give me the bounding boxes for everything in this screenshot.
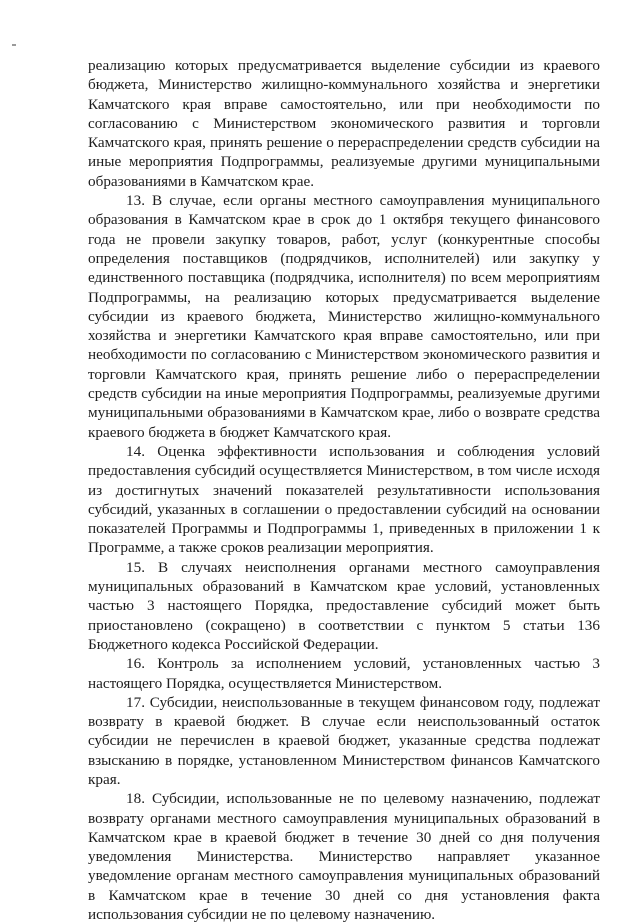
document-page	[88, 56, 600, 924]
paragraph-16: 16. Контроль за исполнением условий, установленных частью 3 настоящего Порядка, осуществляется Министерством.	[88, 655, 600, 692]
scan-mark	[12, 44, 16, 46]
paragraph-14: 14. Оценка эффективности использования и соблюдения условий предоставления субсидий осуществляется Министерством, в том числе исходя из достигнутых значений показателей результативности использования субсидий, указанных в соглашении о предоставлении субсидий на основании показателей Программы и Подпрограммы 1, приведенных в приложении 1 к Программе, а также сроков реализации мероприятия.	[88, 442, 600, 557]
paragraph-15: 15. В случаях неисполнения органами местного самоуправления муниципальных образований в Камчатском крае условий, установленных частью 3 настоящего Порядка, предоставление субсидий может быть приостановлено (сокращено) в соответствии с пунктом 5 статьи 136 Бюджетного кодекса Российской Федерации.	[88, 558, 600, 653]
paragraph-17: 17. Субсидии, неиспользованные в текущем финансовом году, подлежат возврату в краевой бюджет. В случае если неиспользованный остаток субсидии не перечислен в краевой бюджет, указанные средства подлежат взысканию в порядке, установленном Министерством финансов Камчатского края.	[88, 693, 600, 788]
paragraph-18: 18. Субсидии, использованные не по целевому назначению, подлежат возврату органами местного самоуправления муниципальных образований в Камчатском крае в краевой бюджет в течение 30 дней со дня получения уведомления Министерства. Министерство направляет указанное уведомление органам местного самоуправления муниципальных образований в Камчатском крае в течение 30 дней со дня установления факта использования субсидии не по целевому назначению.	[88, 790, 600, 924]
paragraph-continued: реализацию которых предусматривается выделение субсидии из краевого бюджета, Министерство жилищно-коммунального хозяйства и энергетики Камчатского края вправе самостоятельно, или при необходимости по согласованию с Министерством экономического развития и торговли Камчатского края, принять решение о перераспределении средств субсидии на иные мероприятия Подпрограммы, реализуемые другими муниципальными образованиями в Камчатском крае.	[88, 57, 600, 190]
paragraph-13: 13. В случае, если органы местного самоуправления муниципального образования в Камчатском крае в срок до 1 октября текущего финансового года не провели закупку товаров, работ, услуг (конкурентные способы определения поставщиков (подрядчиков, исполнителей) или закупку у единственного поставщика (подрядчика, исполнителя) по всем мероприятиям Подпрограммы, на реализацию которых предусматривается выделение субсидии из краевого бюджета, Министерство жилищно-коммунального хозяйства и энергетики Камчатского края вправе самостоятельно, или при необходимости по согласованию с Министерством экономического развития и торговли Камчатского края, принять решение либо о перераспределении средств субсидии на иные мероприятия Подпрограммы, реализуемые другими муниципальными образованиями в Камчатском крае, либо о возврате средства краевого бюджета в бюджет Камчатского края.	[88, 192, 600, 441]
